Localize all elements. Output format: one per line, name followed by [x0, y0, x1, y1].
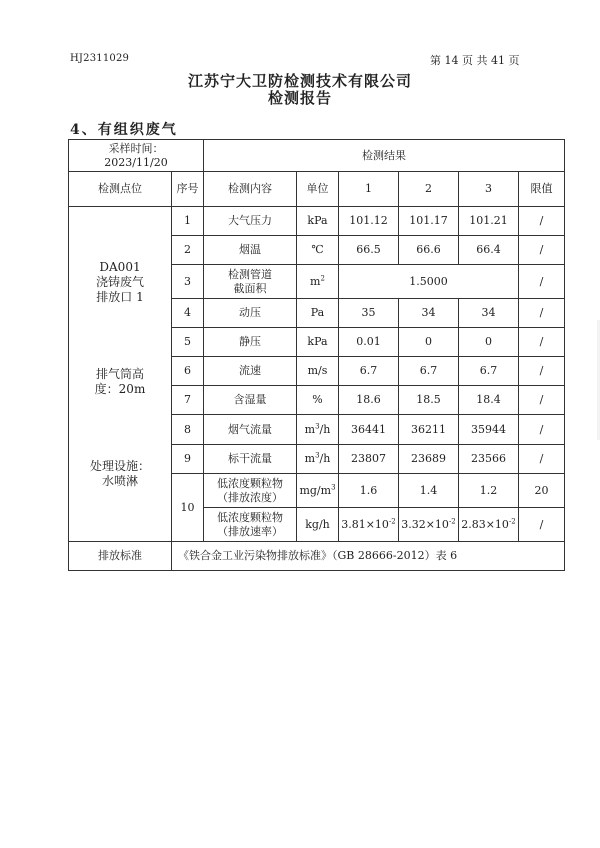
row-limit: / [519, 415, 565, 445]
treatment-2: 水喷淋 [101, 473, 138, 488]
sampling-point-cell [69, 207, 172, 542]
standard-text: 《铁合金工业污染物排放标准》（GB 28666-2012）表 6 [172, 542, 565, 571]
row-item: 含湿量 [204, 386, 297, 415]
row-item-line-1: 低浓度颗粒物 [217, 476, 283, 490]
row-item-line-1: 检测管道 [228, 267, 272, 281]
row-run-1: 6.7 [339, 357, 399, 386]
col-header-limit: 限值 [519, 172, 565, 207]
header-row-2 [69, 172, 565, 207]
row-limit: / [519, 386, 565, 415]
row-unit: ℃ [297, 236, 339, 265]
row-run-1: 23807 [339, 445, 399, 474]
unit-tail: /h [319, 422, 331, 436]
row-item: 标干流量 [204, 445, 297, 474]
row-limit: / [519, 265, 565, 299]
row-run-2: 1.4 [399, 474, 459, 508]
row-item: 大气压力 [204, 207, 297, 236]
results-header: 检测结果 [204, 140, 565, 172]
unit-base: m [304, 452, 316, 466]
row-run-1: 0.01 [339, 328, 399, 357]
unit-base: m [304, 422, 316, 436]
row-limit: 20 [519, 474, 565, 508]
row-seq: 1 [172, 207, 204, 236]
row-run-2: 34 [399, 299, 459, 328]
results-table [68, 139, 565, 571]
row-run-3 [459, 508, 519, 542]
row-run-3: 66.4 [459, 236, 519, 265]
col-header-run-2: 2 [399, 172, 459, 207]
row-item-line-2: （排放浓度） [217, 490, 283, 504]
row-unit: % [297, 386, 339, 415]
unit-tail: /h [319, 452, 331, 466]
row-limit: / [519, 508, 565, 542]
row-run-3: 1.2 [459, 474, 519, 508]
row-run-3: 0 [459, 328, 519, 357]
report-id: HJ2311029 [70, 53, 130, 64]
row-item [204, 508, 297, 542]
unit-sup: 3 [331, 482, 336, 491]
row-run-1: 36441 [339, 415, 399, 445]
row-run-2 [399, 508, 459, 542]
row-item-line-2: （排放速率） [217, 524, 283, 538]
row-run-2: 66.6 [399, 236, 459, 265]
row-merged-value: 1.5000 [339, 265, 519, 299]
report-title: 检测报告 [267, 89, 332, 107]
company-name: 江苏宁大卫防检测技术有限公司 [187, 72, 412, 90]
row-run-1: 18.6 [339, 386, 399, 415]
value-exp: -2 [508, 516, 516, 525]
row-seq: 10 [172, 474, 204, 542]
row-seq: 3 [172, 265, 204, 299]
unit-sup: 3 [315, 421, 320, 430]
row-seq: 9 [172, 445, 204, 474]
row-item-line-2: 截面积 [233, 281, 267, 295]
row-unit [297, 474, 339, 508]
unit-sup: 3 [315, 451, 320, 460]
row-item: 静压 [204, 328, 297, 357]
row-item: 流速 [204, 357, 297, 386]
row-seq: 5 [172, 328, 204, 357]
row-limit: / [519, 328, 565, 357]
row-unit: kPa [297, 328, 339, 357]
row-unit [297, 265, 339, 299]
row-run-3: 35944 [459, 415, 519, 445]
col-header-unit: 单位 [297, 172, 339, 207]
row-run-3: 23566 [459, 445, 519, 474]
table-row [69, 207, 565, 236]
row-unit: kg/h [297, 508, 339, 542]
row-seq: 2 [172, 236, 204, 265]
treatment-1: 处理设施： [89, 458, 150, 473]
row-run-2: 23689 [399, 445, 459, 474]
row-run-3: 34 [459, 299, 519, 328]
row-limit: / [519, 236, 565, 265]
row-run-2: 18.5 [399, 386, 459, 415]
row-run-2: 101.17 [399, 207, 459, 236]
value-base: 2.83×10 [461, 517, 509, 531]
row-run-1: 101.12 [339, 207, 399, 236]
col-header-run-1: 1 [339, 172, 399, 207]
col-header-seq: 序号 [172, 172, 204, 207]
value-base: 3.81×10 [341, 517, 389, 531]
page-number: 第 14 页 共 41 页 [430, 54, 520, 67]
col-header-point: 检测点位 [69, 172, 172, 207]
row-seq: 8 [172, 415, 204, 445]
col-header-item: 检测内容 [204, 172, 297, 207]
point-name-2: 排放口 1 [96, 289, 144, 304]
value-exp: -2 [448, 516, 456, 525]
standard-label: 排放标准 [69, 542, 172, 571]
row-run-2: 6.7 [399, 357, 459, 386]
value-exp: -2 [388, 516, 396, 525]
row-item [204, 474, 297, 508]
row-limit: / [519, 445, 565, 474]
point-name-1: 浇铸废气 [95, 274, 144, 289]
row-item: 动压 [204, 299, 297, 328]
row-run-1: 66.5 [339, 236, 399, 265]
row-run-3: 6.7 [459, 357, 519, 386]
row-limit: / [519, 207, 565, 236]
value-base: 3.32×10 [401, 517, 449, 531]
row-unit: kPa [297, 207, 339, 236]
sampling-date: 2023/11/20 [104, 155, 168, 169]
row-limit: / [519, 299, 565, 328]
standard-row [69, 542, 565, 571]
row-item [204, 265, 297, 299]
row-item: 烟温 [204, 236, 297, 265]
row-run-3: 101.21 [459, 207, 519, 236]
row-seq: 6 [172, 357, 204, 386]
row-run-1 [339, 508, 399, 542]
sampling-time-cell [69, 140, 204, 172]
row-item-line-1: 低浓度颗粒物 [217, 510, 283, 524]
stack-height-1: 排气筒高 [95, 366, 144, 381]
unit-sup: 2 [320, 273, 325, 282]
row-unit: Pa [297, 299, 339, 328]
row-item: 烟气流量 [204, 415, 297, 445]
stack-height-2: 度：20m [94, 381, 146, 396]
row-run-1: 1.6 [339, 474, 399, 508]
unit-base: mg/m [299, 483, 332, 497]
row-unit [297, 445, 339, 474]
section-title: 4、有组织废气 [70, 122, 178, 138]
point-id: DA001 [99, 259, 141, 274]
row-seq: 7 [172, 386, 204, 415]
row-seq: 4 [172, 299, 204, 328]
unit-base: m [310, 274, 321, 288]
row-unit [297, 415, 339, 445]
row-limit: / [519, 357, 565, 386]
row-run-2: 0 [399, 328, 459, 357]
row-run-3: 18.4 [459, 386, 519, 415]
sampling-label: 采样时间： [108, 141, 164, 155]
row-unit: m/s [297, 357, 339, 386]
row-run-1: 35 [339, 299, 399, 328]
row-run-2: 36211 [399, 415, 459, 445]
header-row-1 [69, 140, 565, 172]
col-header-run-3: 3 [459, 172, 519, 207]
